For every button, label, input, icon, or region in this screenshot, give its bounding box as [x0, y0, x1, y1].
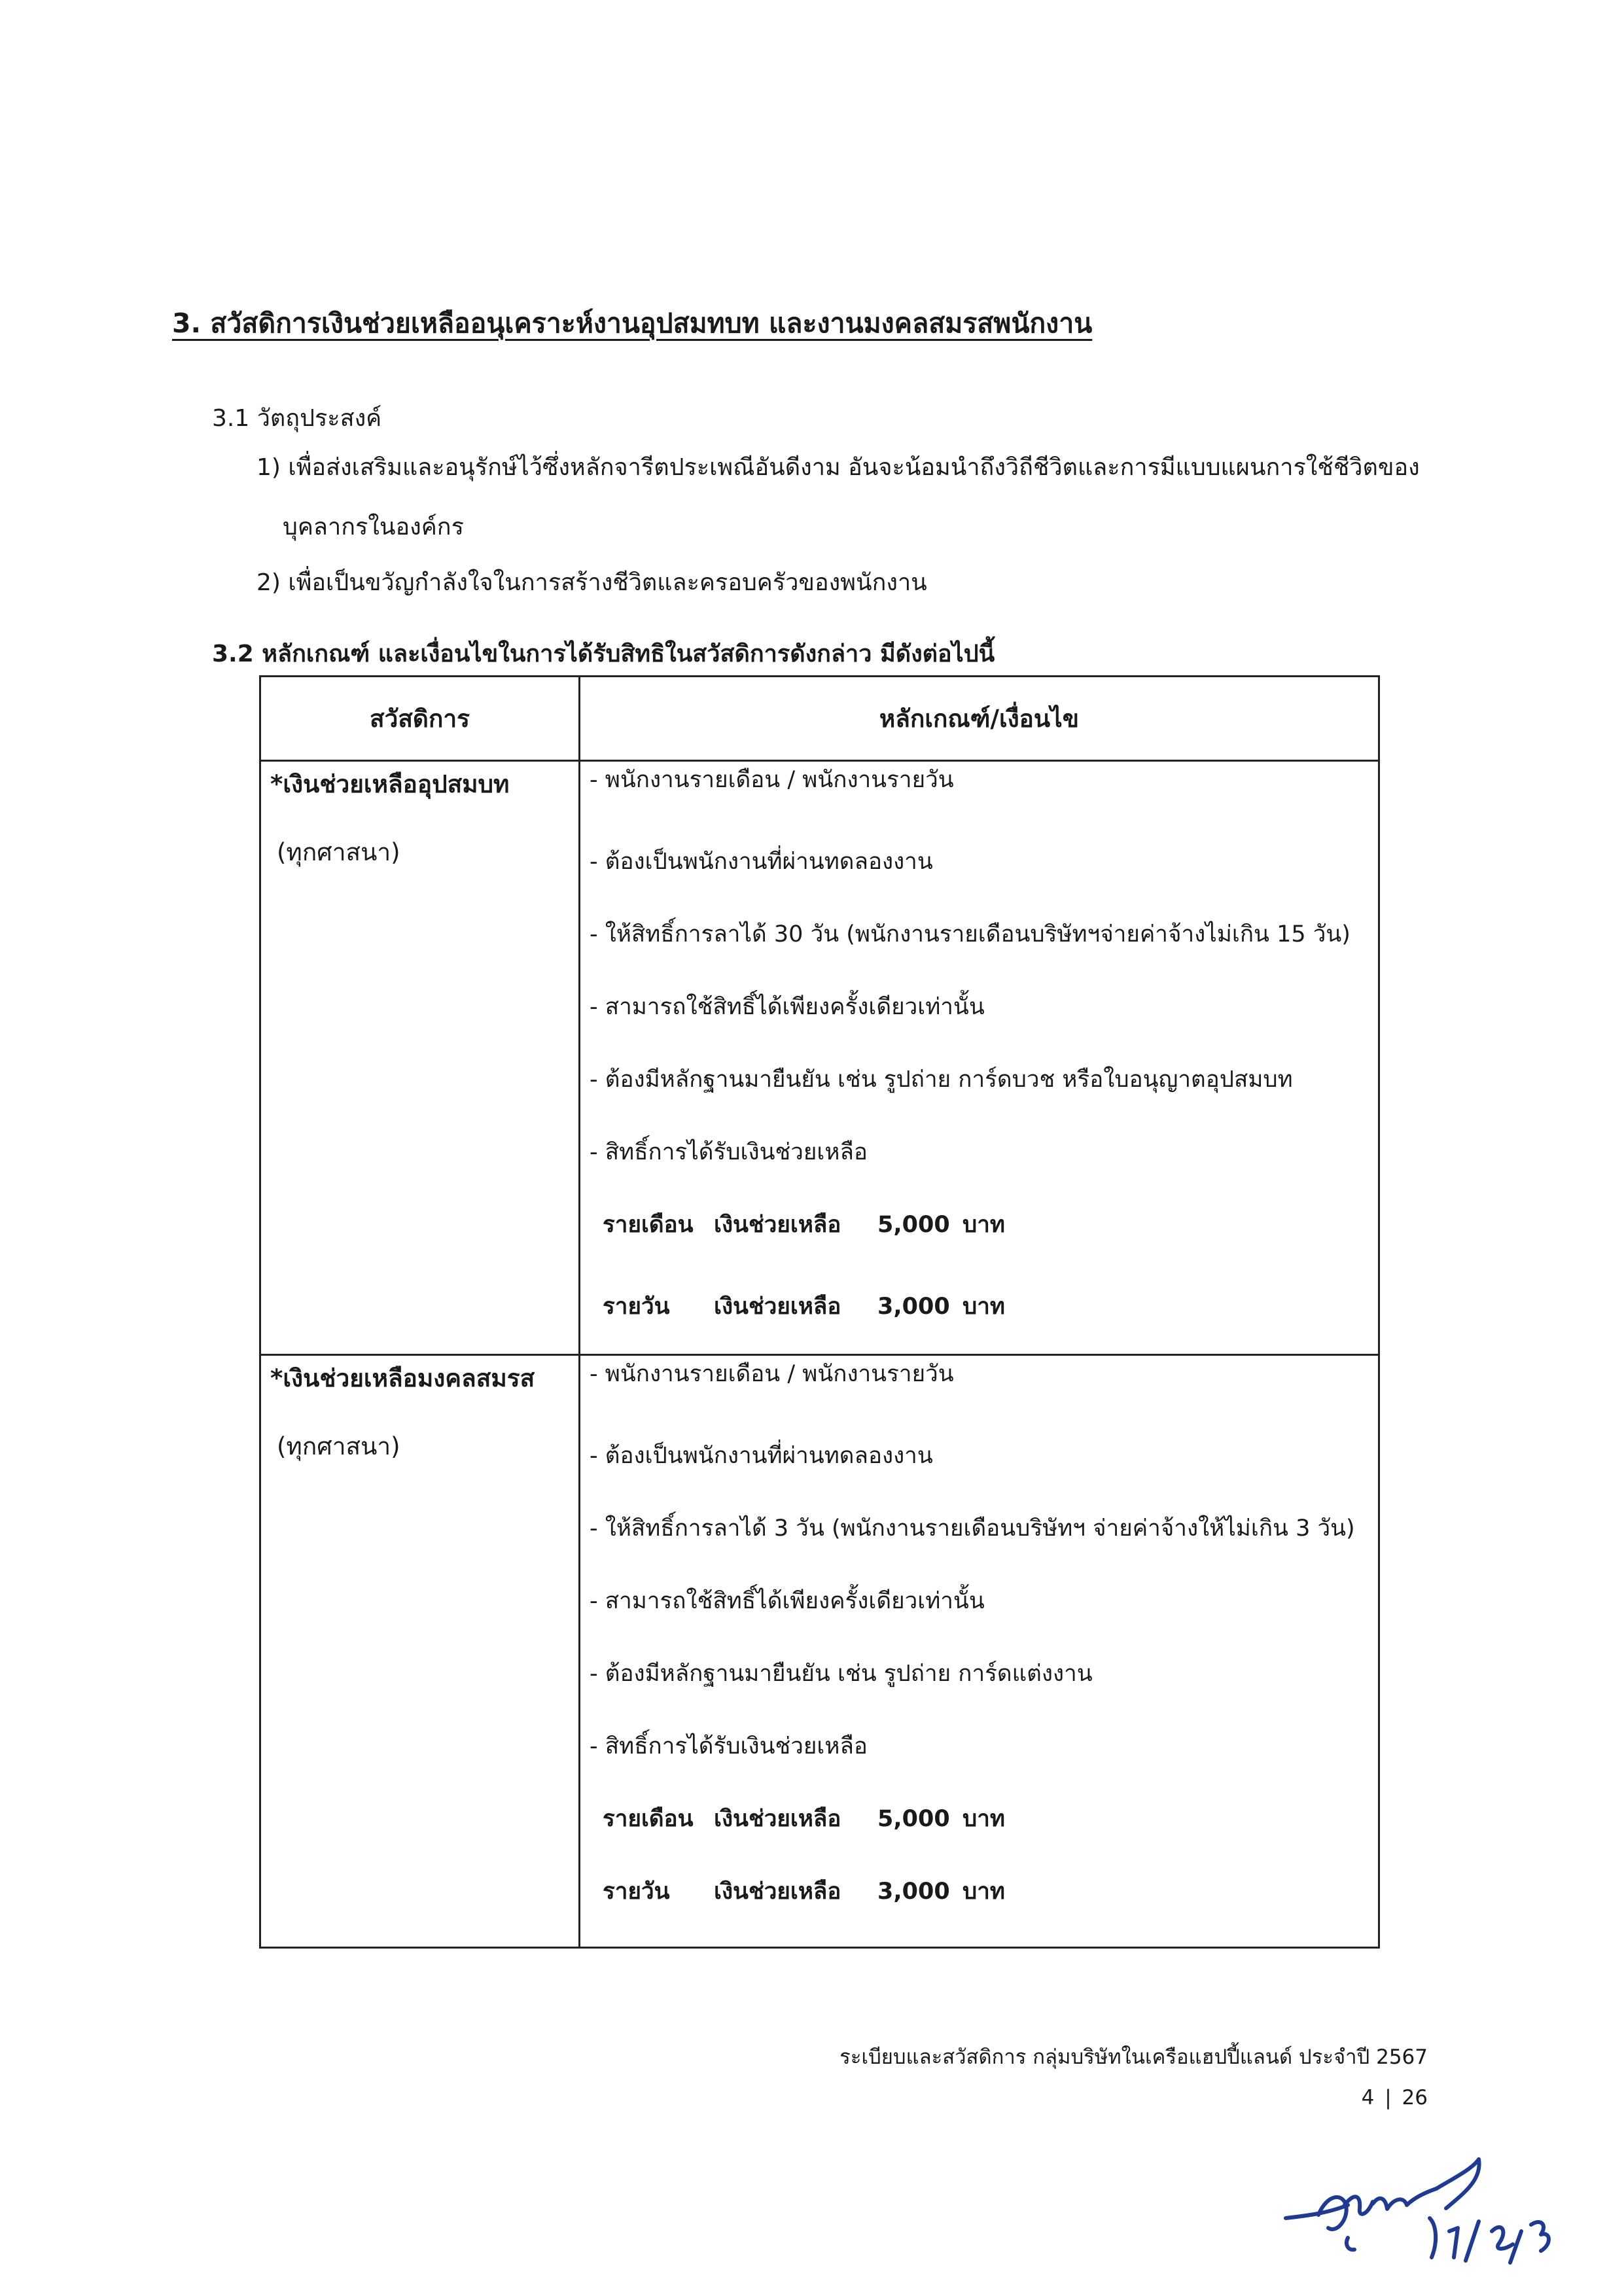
condition-line: - สามารถใช้สิทธิ์ได้เพียงครั้งเดียวเท่านั้น	[590, 994, 985, 1020]
amount-value: 3,000	[877, 1294, 950, 1320]
amount-line	[580, 1864, 1378, 1937]
condition-line: - ต้องเป็นพนักงานที่ผ่านทดลองงาน	[590, 849, 933, 875]
condition-line: - สามารถใช้สิทธิ์ได้เพียงครั้งเดียวเท่านั้น	[590, 1588, 985, 1614]
header-welfare: สวัสดิการ	[260, 677, 580, 761]
amount-type: รายเดือน	[603, 1212, 694, 1238]
subsection-3-1-title: 3.1 วัตถุประสงค์	[212, 405, 382, 432]
objective-item-2: 2) เพื่อเป็นขวัญกำลังใจในการสร้างชีวิตและครอบครัวของพนักงาน	[256, 569, 927, 596]
subsection-3-2-title: 3.2 หลักเกณฑ์ และเงื่อนไขในการได้รับสิทธิในสวัสดิการดังกล่าว มีดังต่อไปนี้	[212, 641, 995, 667]
amount-value: 3,000	[877, 1879, 950, 1905]
welfare-cell	[260, 1355, 580, 1948]
condition-line: - ต้องเป็นพนักงานที่ผ่านทดลองงาน	[590, 1443, 933, 1469]
condition-line: - ให้สิทธิ์การลาได้ 3 วัน (พนักงานรายเดือนบริษัทฯ จ่ายค่าจ้างให้ไม่เกิน 3 วัน)	[590, 1515, 1355, 1542]
amount-line	[580, 1197, 1378, 1270]
amount-value: 5,000	[877, 1212, 950, 1238]
objective-item-1-cont: บุคลากรในองค์กร	[283, 514, 464, 540]
amount-unit: บาท	[962, 1806, 1005, 1832]
amount-line	[580, 1270, 1378, 1343]
condition-line: - สิทธิ์การได้รับเงินช่วยเหลือ	[590, 1733, 868, 1759]
conditions-cell	[580, 761, 1379, 1355]
welfare-note: (ทุกศาสนา)	[277, 1432, 400, 1460]
header-conditions: หลักเกณฑ์/เงื่อนไข	[580, 677, 1379, 761]
table-row	[260, 761, 1379, 1355]
condition-line: - ให้สิทธิ์การลาได้ 30 วัน (พนักงานรายเดือนบริษัทฯจ่ายค่าจ้างไม่เกิน 15 วัน)	[590, 921, 1350, 947]
amount-label: เงินช่วยเหลือ	[714, 1806, 841, 1832]
condition-line: - พนักงานรายเดือน / พนักงานรายวัน	[590, 767, 954, 793]
welfare-cell	[260, 761, 580, 1355]
page-separator: |	[1385, 2086, 1392, 2110]
welfare-table	[259, 675, 1380, 1949]
amount-value: 5,000	[877, 1806, 950, 1832]
table-header-row	[260, 677, 1379, 761]
table-row	[260, 1355, 1379, 1948]
page-total: 26	[1402, 2086, 1428, 2110]
condition-line: - ต้องมีหลักฐานมายืนยัน เช่น รูปถ่าย การ์ดบวช หรือใบอนุญาตอุปสมบท	[590, 1067, 1293, 1093]
welfare-note: (ทุกศาสนา)	[277, 838, 400, 866]
amount-unit: บาท	[962, 1212, 1005, 1238]
welfare-name: *เงินช่วยเหลืออุปสมบท	[270, 770, 510, 798]
condition-line: - สิทธิ์การได้รับเงินช่วยเหลือ	[590, 1139, 868, 1165]
conditions-cell	[580, 1355, 1379, 1948]
page-number	[1362, 2086, 1428, 2110]
amount-type: รายวัน	[603, 1294, 670, 1320]
amount-unit: บาท	[962, 1879, 1005, 1905]
section-heading: 3. สวัสดิการเงินช่วยเหลืออนุเคราะห์งานอุปสมทบท และงานมงคลสมรสพนักงาน	[172, 308, 1093, 339]
condition-line: - พนักงานรายเดือน / พนักงานรายวัน	[590, 1361, 954, 1387]
amount-label: เงินช่วยเหลือ	[714, 1294, 841, 1320]
page-current: 4	[1361, 2086, 1375, 2110]
signature-icon	[1282, 2153, 1597, 2284]
amount-type: รายเดือน	[603, 1806, 694, 1832]
amount-line	[580, 1792, 1378, 1864]
amount-label: เงินช่วยเหลือ	[714, 1212, 841, 1238]
condition-line: - ต้องมีหลักฐานมายืนยัน เช่น รูปถ่าย การ์ดแต่งงาน	[590, 1661, 1093, 1687]
amount-unit: บาท	[962, 1294, 1005, 1320]
amount-label: เงินช่วยเหลือ	[714, 1879, 841, 1905]
welfare-name: *เงินช่วยเหลือมงคลสมรส	[270, 1364, 535, 1392]
objective-item-1: 1) เพื่อส่งเสริมและอนุรักษ์ไว้ซึ่งหลักจารีตประเพณีอันดีงาม อันจะน้อมนำถึงวิถีชีวิตและการมีแบบแผนการใช้ชีวิตของ	[256, 454, 1420, 481]
footer-text: ระเบียบและสวัสดิการ กลุ่มบริษัทในเครือแฮปปี้แลนด์ ประจำปี 2567	[839, 2045, 1428, 2069]
amount-type: รายวัน	[603, 1879, 670, 1905]
